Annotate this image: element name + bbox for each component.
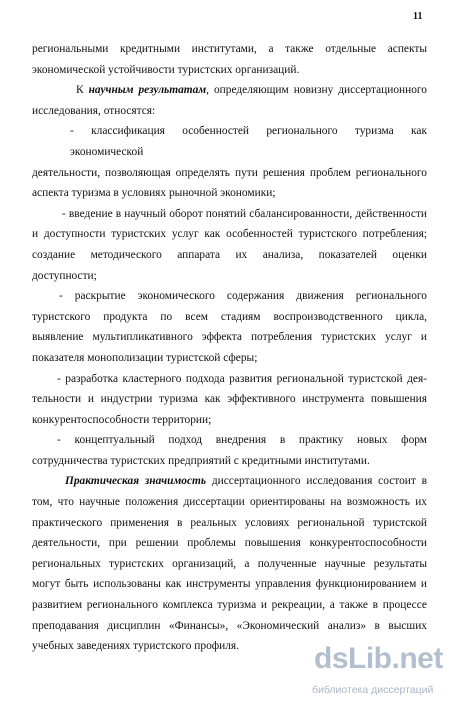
text-line: - раскрытие экономического содержания движения регионального xyxy=(59,290,427,303)
text-line: аспекта туризма в условиях рыночной экономики; xyxy=(32,187,276,200)
list-item-accessibility xyxy=(32,204,427,286)
text-line: преподавания дисциплин «Финансы», «Экономический анализ» в высших xyxy=(32,619,427,632)
text-line: региональных туристских организаций, а полученные научные результаты xyxy=(32,557,427,570)
text-line: - введение в научный оборот понятий сбалансированности, действенности xyxy=(62,207,427,220)
text-line: сотрудничества туристских предприятий с кредитными институтами. xyxy=(32,454,370,467)
text-line: региональными кредитными институтами, а также отдельные аспекты xyxy=(32,43,427,55)
text-line: учебных заведениях туристского профиля. xyxy=(32,640,240,653)
text-line: экономической устойчивости туристских организаций. xyxy=(32,63,300,76)
emphasis-practical-significance: Практическая значимость xyxy=(65,475,207,488)
text-run: диссертационного исследования состоит в xyxy=(206,475,427,488)
text-line: деятельности, при решении проблемы повышения конкурентоспособности xyxy=(32,537,427,550)
text-line: показателя монополизации туристской сферы; xyxy=(32,351,258,364)
text-line: - классификация особенностей регионального туризма как экономической xyxy=(70,125,427,158)
page-number: 11 xyxy=(413,11,423,22)
text-line: конкурентоспособности территории; xyxy=(32,413,212,426)
text-line: доступности; xyxy=(32,269,97,282)
text-line: - концептуальный подход внедрения в практику новых форм xyxy=(57,434,427,447)
paragraph-intro-continuation xyxy=(32,39,427,80)
text-line: могут быть использованы как инструменты управления функционированием и xyxy=(32,578,427,591)
text-line: выявление мультипликативного эффекта потребления туристских услуг и xyxy=(32,331,427,344)
watermark xyxy=(312,642,450,698)
list-item-conceptual-approach xyxy=(32,430,427,471)
text-line: туристского продукта по всем стадиям воспроизводственного цикла, xyxy=(32,310,427,323)
text-line: создание методического аппарата их анализа, показателей оценки xyxy=(32,248,427,261)
list-item-cluster-approach xyxy=(32,369,427,431)
text-line xyxy=(32,471,427,492)
list-item-economic-content xyxy=(32,286,427,368)
text-line xyxy=(32,80,427,101)
text-line: исследования, относятся: xyxy=(32,104,156,117)
text-run: К xyxy=(76,84,89,97)
text-line: деятельности, позволяющая определять пути решения проблем регионального xyxy=(32,166,427,179)
emphasis-scientific-results: научным результатам xyxy=(88,84,207,97)
text-line: и доступности туристских услуг как особенностей туристского потребления; xyxy=(32,228,427,241)
paragraph-practical-significance xyxy=(32,471,427,656)
watermark-tagline: библиотека диссертаций xyxy=(312,684,434,696)
list-item-classification xyxy=(32,121,427,203)
text-line: - разработка кластерного подхода развития региональной туристской дея- xyxy=(57,372,427,385)
text-line: практического применения в реальных условиях региональной туристской xyxy=(32,516,427,529)
document-body xyxy=(32,39,427,657)
watermark-logo: dsLib.net xyxy=(314,642,443,675)
text-line: тельности и индустрии туризма как эффективного инструмента повышения xyxy=(32,393,427,406)
text-line: развитием регионального комплекса туризма и рекреации, а также в процессе xyxy=(32,599,427,612)
paragraph-scientific-results xyxy=(32,80,427,121)
text-line: том, что научные положения диссертации ориентированы на возможность их xyxy=(32,496,427,509)
text-run: , определяющим новизну диссертационного xyxy=(206,84,427,97)
